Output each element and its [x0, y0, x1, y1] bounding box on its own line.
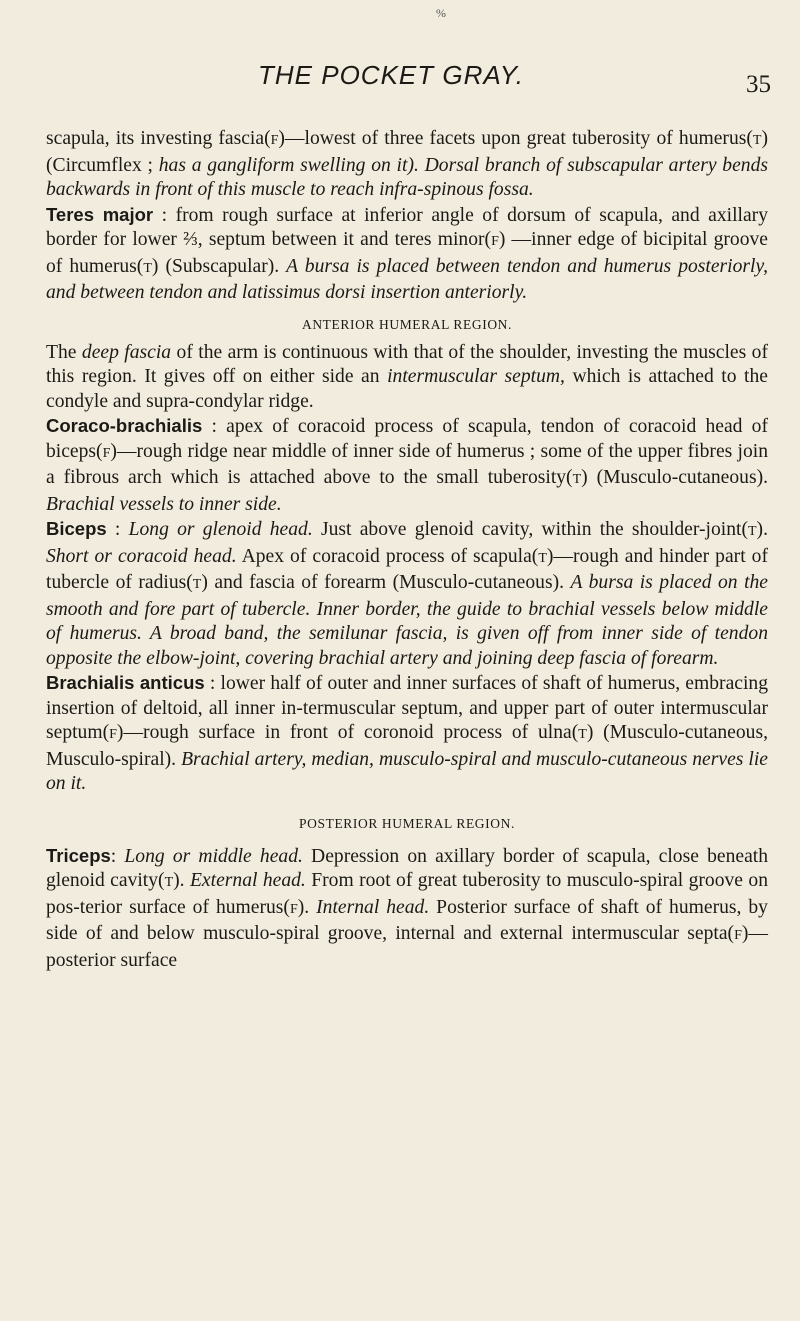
section-heading-posterior: POSTERIOR HUMERAL REGION.: [299, 815, 515, 831]
paragraph-biceps: Biceps : Long or glenoid head. Just above glenoid cavity, within the shoulder-joint(T). Short or coracoid head. Apex of coracoid process of scapula(T)—rough and hinder part of tubercle of radius(T) and fascia of forearm (Musculo-cutaneous). A bursa is placed on the smooth and fore part of tubercle. Inner border, the guide to brachial vessels below middle of humerus. A broad band, the semilunar fascia, is given off from inner side of tendon opposite the elbow-joint, covering brachial artery and joining deep fascia of forearm.: [46, 518, 769, 669]
paragraph-triceps: Triceps: Long or middle head. Depression on axillary border of scapula, close beneath glenoid cavity(T). External head. From root of great tuberosity to musculo-spiral groove on pos-terior surface of humerus(F). Internal head. Posterior surface of shaft of humerus, by side of and below musculo-spiral groove, internal and external intermuscular septa(F)—posterior surface: [46, 844, 769, 971]
term-biceps: Biceps: [46, 518, 107, 539]
term-triceps: Triceps: [46, 844, 111, 866]
paragraph-subscapularis-end: scapula, its investing fascia(F)—lowest of three facets upon great tuberosity of humerus(T) (Circumflex ; has a gangliform swelling on it). Dorsal branch of subscapular artery bends backwards in front of this muscle to reach infra-spinous fossa.: [46, 128, 769, 200]
term-brachialis-anticus: Brachialis anticus: [46, 672, 205, 693]
term-teres-major: Teres major: [46, 203, 154, 225]
running-title: THE POCKET GRAY.: [258, 60, 524, 90]
paragraph-coraco-brachialis: Coraco-brachialis : apex of coracoid process of scapula, tendon of coracoid head of biceps(F)—rough ridge near middle of inner side of humerus ; some of the upper fibres join a fibrous arch which is attached above to the small tuberosity(T) (Musculo-cutaneous). Brachial vessels to inner side.: [46, 415, 768, 515]
page-body: [46, 127, 768, 973]
page-number: 35: [746, 71, 771, 98]
section-heading-anterior: ANTERIOR HUMERAL REGION.: [301, 316, 512, 332]
paragraph-brachialis-anticus: Brachialis anticus : lower half of outer and inner surfaces of shaft of humerus, embracing insertion of deltoid, all inner in-termuscular septum, and upper part of outer intermuscular septum(F)—rough surface in front of coronoid process of ulna(T) (Musculo-cutaneous, Musculo-spiral). Brachial artery, median, musculo-spiral and musculo-cutaneous nerves lie on it.: [46, 672, 769, 794]
paragraph-deep-fascia: The deep fascia of the arm is continuous with that of the shoulder, investing the muscles of this region. It gives off on either side an intermuscular septum, which is attached to the condyle and supra-condylar ridge.: [46, 341, 768, 412]
paragraph-teres-major: Teres major : from rough surface at inferior angle of dorsum of scapula, and axillary border for lower ⅔, septum between it and teres minor(F) —inner edge of bicipital groove of humerus(T) (Subscapular). A bursa is placed between tendon and humerus posteriorly, and between tendon and latissimus dorsi insertion anteriorly.: [46, 203, 768, 303]
term-coraco-brachialis: Coraco-brachialis: [46, 415, 203, 436]
page-mark: %: [436, 6, 446, 20]
